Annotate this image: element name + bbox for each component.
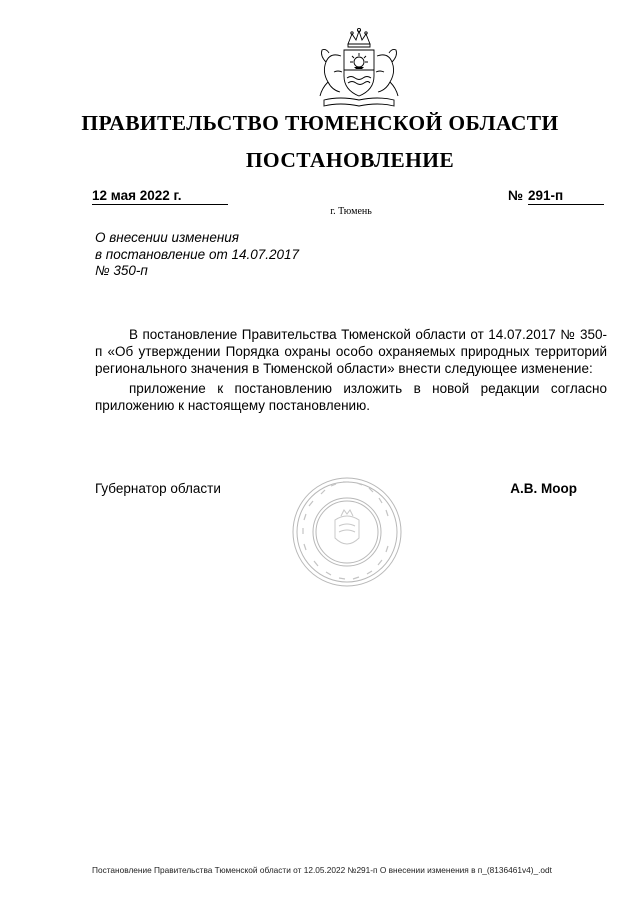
body-paragraph: приложение к постановлению изложить в новой редакции согласно приложению к настоящему постановлению. [95,381,607,413]
issue-city: г. Тюмень [330,206,372,217]
document-type: ПОСТАНОВЛЕНИЕ [245,148,455,172]
number-sign: № [508,188,524,203]
body-paragraph: В постановление Правительства Тюменской области от 14.07.2017 № 350-п «Об утверждении Порядка охраны особо охраняемых природных территорий регионального значения в Тюменской области» внести следующее изменение: [95,327,607,376]
signer-name: А.В. Моор [510,481,577,496]
coat-of-arms-icon [310,26,408,112]
document-date: 12 мая 2022 г. [92,188,228,205]
subject-line: О внесении изменения [95,230,240,245]
document-subject [95,230,395,280]
official-seal-icon [291,476,403,588]
government-title: ПРАВИТЕЛЬСТВО ТЮМЕНСКОЙ ОБЛАСТИ [81,111,559,135]
page-footer: Постановление Правительства Тюменской области от 12.05.2022 №291-п О внесении изменения в п_(8136461v4)_.odt [92,865,552,875]
document-body [95,326,607,417]
subject-line: № 350-п [95,263,148,278]
document-number: 291-п [528,188,604,205]
subject-line: в постановление от 14.07.2017 [95,246,300,262]
signer-title: Губернатор области [95,481,221,496]
